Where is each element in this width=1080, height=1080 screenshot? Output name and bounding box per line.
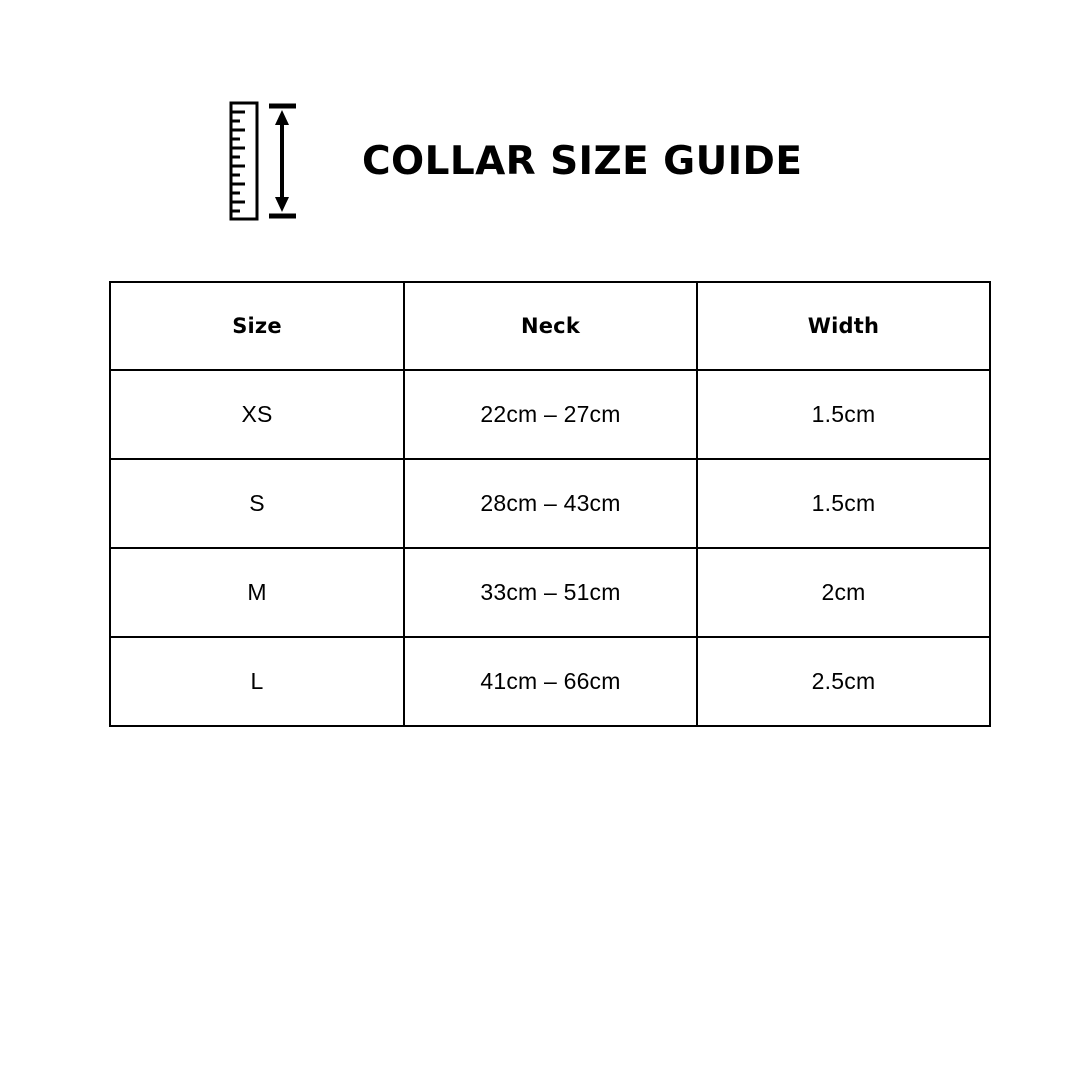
- table-row: [110, 370, 990, 459]
- column-header-neck: Neck: [404, 282, 697, 370]
- cell-width: 1.5cm: [697, 459, 990, 548]
- table-row: [110, 637, 990, 726]
- column-header-width: Width: [697, 282, 990, 370]
- collar-size-table: [109, 281, 991, 727]
- cell-neck: 28cm – 43cm: [404, 459, 697, 548]
- cell-size: M: [110, 548, 404, 637]
- cell-width: 2cm: [697, 548, 990, 637]
- cell-size: S: [110, 459, 404, 548]
- cell-size: XS: [110, 370, 404, 459]
- cell-width: 2.5cm: [697, 637, 990, 726]
- cell-neck: 33cm – 51cm: [404, 548, 697, 637]
- ruler-measure-icon: [228, 100, 300, 222]
- cell-width: 1.5cm: [697, 370, 990, 459]
- column-header-size: Size: [110, 282, 404, 370]
- page-title: COLLAR SIZE GUIDE: [362, 138, 803, 184]
- table-row: [110, 459, 990, 548]
- cell-neck: 41cm – 66cm: [404, 637, 697, 726]
- table-row: [110, 548, 990, 637]
- cell-neck: 22cm – 27cm: [404, 370, 697, 459]
- page-header: [228, 96, 928, 226]
- cell-size: L: [110, 637, 404, 726]
- table-header-row: [110, 282, 990, 370]
